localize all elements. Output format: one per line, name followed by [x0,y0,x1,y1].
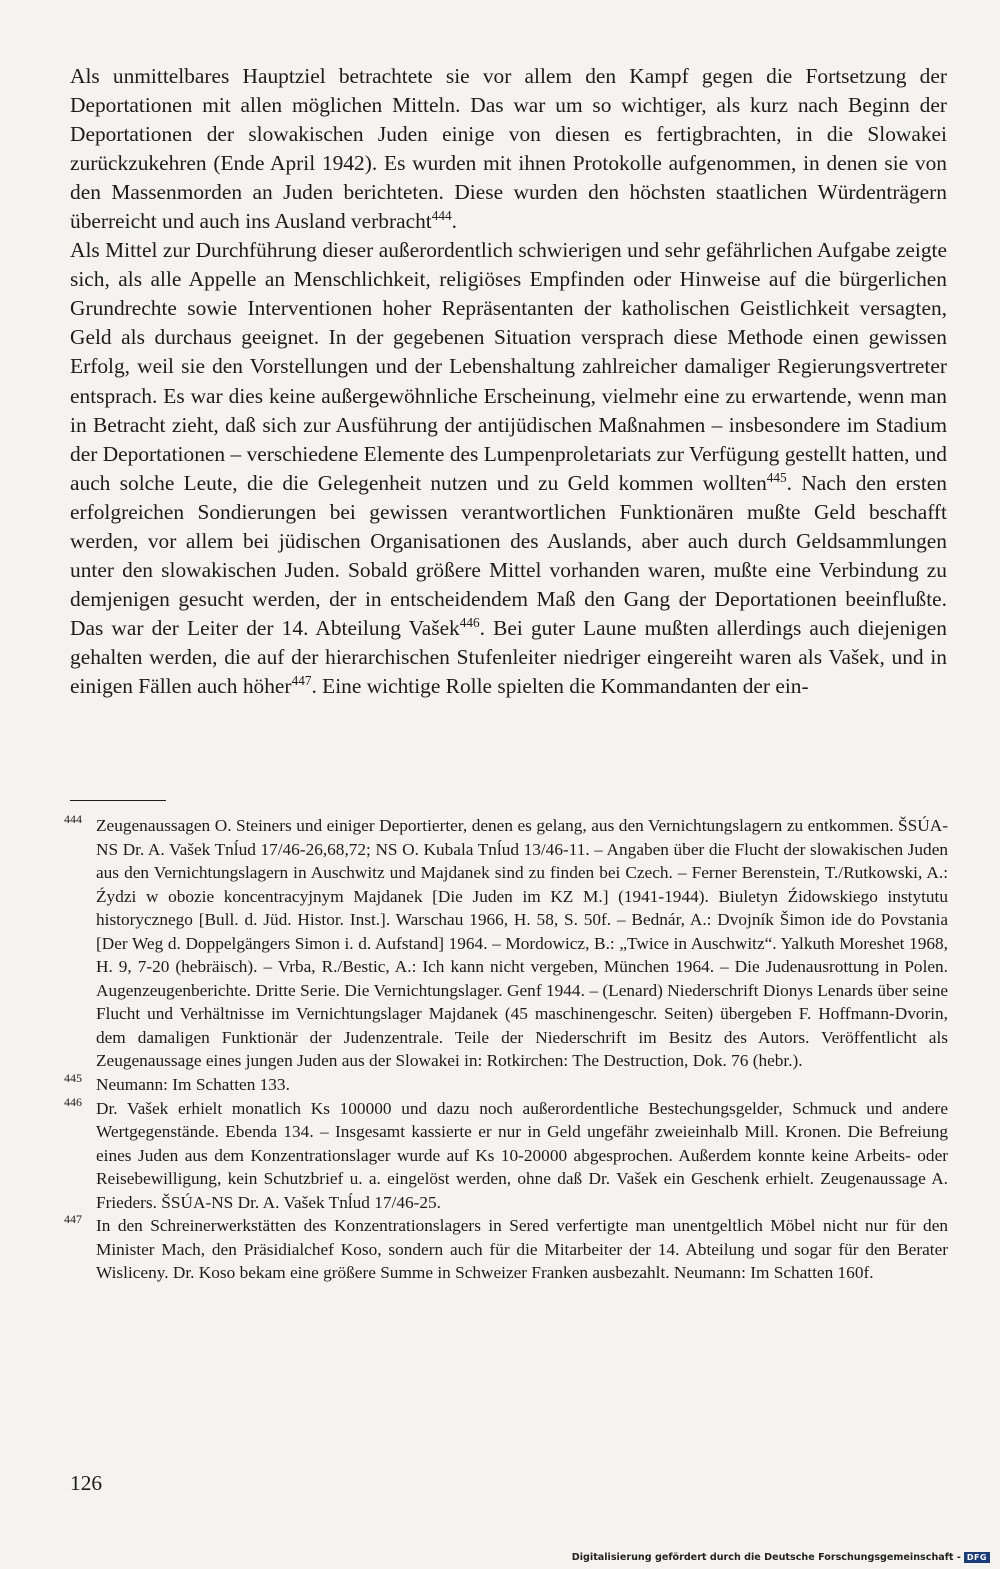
paragraph-1: Als unmittelbares Hauptziel betrachtete sie vor allem den Kampf gegen die Fortsetzung der Deportationen mit allen möglichen Mitteln. Das war um so wichtiger, als kurz nach Beginn der Deportationen der slowakischen Juden einige von diesen es fertigbrachten, in die Slowakei zurückzukehren (Ende April 1942). Es wurden mit ihnen Protokolle aufgenommen, in denen sie von den Massenmorden an Juden berichteten. Diese wurden den höchsten staatlichen Würdenträgern überreicht und auch ins Ausland verbracht$^{444}$. [70,64,947,234]
footnote-number: 447 [64,1212,82,1227]
footnote-number: 445 [64,1071,82,1086]
footnote-447 [64,1214,948,1285]
footnote-number: 446 [64,1094,82,1109]
digitization-footer [572,1552,990,1563]
footnote-text: Zeugenaussagen O. Steiners und einiger Deportierter, denen es gelang, aus den Vernichtungslagern zu entkommen. ŠSÚA-NS Dr. A. Vašek Tnĺud 17/46-26,68,72; NS O. Kubala Tnĺud 13/46-11. – Angaben über die Flucht der slowakischen Juden aus den Vernichtungslagern in Auschwitz und Majdanek sind zu finden bei Czech. – Ferner Berenstein, T./Rutkowski, A.: Źydzi w obozie koncentracyjnym Majdanek [Die Juden im KZ M.] (1941-1944). Biuletyn Źidowskiego instytutu historycznego [Bull. d. Jüd. Histor. Inst.]. Warschau 1966, H. 58, S. 50f. – Bednár, A.: Dvojník Šimon ide do Povstania [Der Weg d. Doppelgängers Simon i. d. Aufstand] 1964. – Mordowicz, B.: „Twice in Auschwitz“. Yalkuth Moreshet 1968, H. 9, 7-20 (hebräisch). – Vrba, R./Bestic, A.: Ich kann nicht vergeben, München 1964. – Die Judenausrottung in Polen. Augenzeugenberichte. Dritte Serie. Die Vernichtungslager. Genf 1944. – (Lenard) Niederschrift Dionys Lenards über seine Flucht und Verhältnisse im Vernichtungslager Majdanek (45 maschinengeschr. Seiten) übergeben F. Hoffmann-Dvorin, dem damaligen Funktionär der Judenzentrale. Teile der Niederschrift im Besitz des Autors. Veröffentlicht als Zeugenaussage eines jungen Juden aus der Slowakei in: Rotkirchen: The Destruction, Dok. 76 (hebr.). [96,816,948,1071]
paragraph-2: Als Mittel zur Durchführung dieser außerordentlich schwierigen und sehr gefährlichen Aufgabe zeigte sich, als alle Appelle an Menschlichkeit, religiöses Empfinden oder Hinweise auf die bürgerlichen Grundrechte sowie Interventionen hoher Repräsentanten der katholischen Geistlichkeit versagten, Geld als durchaus geeignet. In der gegebenen Situation versprach diese Methode einen gewissen Erfolg, weil sie den Vorstellungen und der Lebenshaltung zahlreicher damaliger Regierungsvertreter entsprach. Es war dies keine außergewöhnliche Erscheinung, vielmehr eine zu erwartende, wenn man in Betracht zieht, daß sich zur Ausführung der antijüdischen Maßnahmen – insbesondere im Stadium der Deportationen – verschiedene Elemente des Lumpenproletariats zur Verfügung gestellt hatten, und auch solche Leute, die die Gelegenheit nutzen und zu Geld kommen wollten$^{445}$. Nach den ersten erfolgreichen Sondierungen bei gewissen verantwortlichen Funktionären mußte Geld beschafft werden, vor allem bei jüdischen Organisationen des Auslands, aber auch durch Geldsammlungen unter den slowakischen Juden. Sobald größere Mittel vorhanden waren, mußte eine Verbindung zu demjenigen gesucht werden, der in entscheidendem Maß den Gang der Deportationen beeinflußte. Das war der Leiter der 14. Abteilung Vašek$^{446}$. Bei guter Laune mußten allerdings auch diejenigen gehalten werden, die auf der hierarchischen Stufenleiter niedriger eingereiht waren als Vašek, und in einigen Fällen auch höher$^{447}$. Eine wichtige Rolle spielten die Kommandanten der ein- [70,238,947,698]
footnote-separator [70,800,166,801]
page-number: 126 [70,1471,103,1495]
footnote-number: 444 [64,812,82,826]
footnotes [64,814,948,1285]
footnote-446 [64,1094,948,1215]
body-text [70,62,947,701]
footnote-445 [64,1073,948,1097]
footnote-ref-446[interactable]: 446 [459,614,480,630]
footnote-text: In den Schreinerwerkstätten des Konzentrationslagers in Sered verfertigte man unentgeltlich Möbel nicht nur für den Minister Mach, den Präsidialchef Koso, sondern auch für die Mitarbeiter der 14. Abteilung und sogar für den Berater Wisliceny. Dr. Koso bekam eine größere Summe in Schweizer Franken ausbezahlt. Neumann: Im Schatten 160f. [96,1216,948,1283]
footnote-444 [64,814,948,1073]
footnote-ref-447[interactable]: 447 [291,672,312,688]
dfg-logo-icon: DFG [964,1552,990,1563]
footnote-ref-445[interactable]: 445 [766,469,787,485]
footnote-text: Neumann: Im Schatten 133. [96,1075,290,1095]
footnote-text: Dr. Vašek erhielt monatlich Ks 100000 und dazu noch außerordentliche Bestechungsgelder, Schmuck und andere Wertgegenstände. Ebenda 134. – Insgesamt kassierte er nur in Geld ungefähr zweieinhalb Mill. Kronen. Die Befreiung eines Juden aus dem Konzentrationslager wurde auf Ks 10-20000 abgesprochen. Außerdem konnte keine Arbeits- oder Reisebewilligung, kein Schutzbrief u. a. eingelöst werden, ohne daß Dr. Vašek ein Geschenk erhielt. Zeugenaussage A. Frieders. ŠSÚA-NS Dr. A. Vašek Tnĺud 17/46-25. [96,1098,948,1212]
footer-text: Digitalisierung gefördert durch die Deutsche Forschungsgemeinschaft - [571,1552,961,1563]
footnote-ref-444[interactable]: 444 [431,208,452,224]
